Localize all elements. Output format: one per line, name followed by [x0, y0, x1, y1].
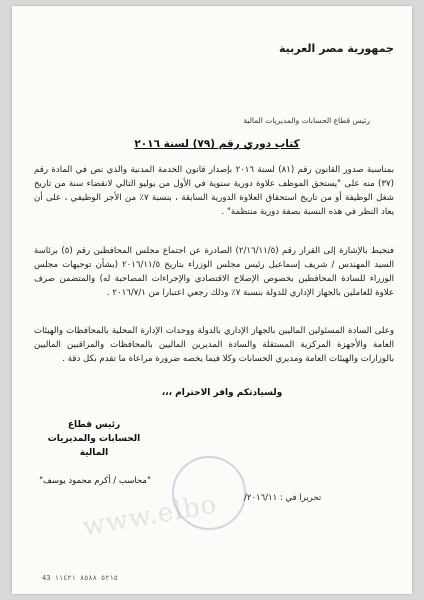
- document-page: [12, 6, 412, 594]
- signatory-name: "محاسب / أكرم محمود يوسف": [39, 476, 151, 486]
- sector-header: رئيس قطاع الحسابات والمديريات المالية: [243, 116, 370, 125]
- paragraph-2: فنحيط بالإشارة إلى القرار رقم (٢/١٦/١١/٥) الصادرة عن اجتماع مجلس المحافظين رقم (٥) برئاسة السيد المهندس / شريف إسماعيل رئيس مجلس الوزراء بتاريخ ٢٠١٦/١١/٥ (بشأن توجيهات مجلس الوزراء للسادة المحافظين بخصوص الإصلاح الاقتصادي والإجراءات المصاحبة له) والمتضمن صرف علاوة للعاملين بالجهاز الإداري للدولة بنسبة ٧٪ وذلك رجعي اعتبارا من ٢٠١٦/٧/١ .: [34, 246, 394, 298]
- country-header: جمهورية مصر العربية: [279, 42, 394, 55]
- closing-line: ولسيادتكم وافر الاحترام ،،،: [161, 388, 283, 398]
- watermark: www.elbo: [80, 489, 220, 543]
- issue-date: تحريرا في : ٢٠١٦/١١/: [244, 493, 322, 503]
- signature-title-line-1: رئيس قطاع: [67, 420, 121, 430]
- document-title: كتاب دوري رقم (٧٩) لسنة ٢٠١٦: [134, 138, 300, 150]
- signature-block: [34, 418, 154, 460]
- paragraph-3: وعلى السادة المسئولين الماليين بالجهاز الإداري بالدولة ووحدات الإدارة المحلية بالمحافظات والهيئات العامة والأجهزة المركزية المستقلة والسادة المديرين الماليين بالمحافظات والمراقبين الماليين بالوزارات والهيئات العامة ومديري الحسابات وكلا فيما يخصه ضرورة مراعاة ما تقدم بكل دقة .: [34, 326, 394, 364]
- paragraph-1: بمناسبة صدور القانون رقم (٨١) لسنة ٢٠١٦ بإصدار قانون الخدمة المدنية والذي نص في المادة رقم (٣٧) منه على "يستحق الموظف علاوة دورية سنوية في الأول من يوليو التالي لانقضاء سنة من تاريخ شغل الوظيفة أو من تاريخ استحقاق العلاوة الدورية السابقة ، بنسبة ٧٪ من الأجر الوظيفي ، على أن يعاد النظر في هذه النسبة بصفة دورية منتظمة" .: [34, 165, 394, 217]
- signature-title-line-2: الحسابات والمديريات المالية: [47, 434, 141, 458]
- footer-code: 43 ٥٢١٥ ٨٥٨٨ ١١٤٢١: [42, 574, 118, 582]
